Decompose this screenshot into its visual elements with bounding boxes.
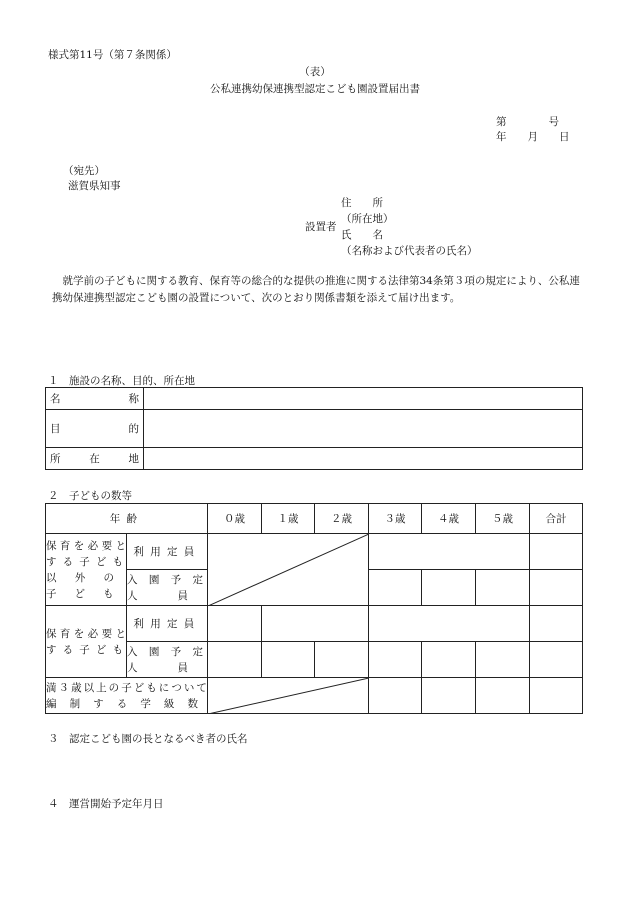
group-b-enroll-line2: 人 員 [127, 661, 228, 674]
group-a-enroll-line1: 入 園 予 定 [127, 573, 207, 586]
page-title: 公私連携幼保連携型認定こども園設置届出書 [210, 83, 420, 95]
header-row [46, 504, 583, 534]
class-count-age4 [422, 678, 476, 714]
section3-heading: ３ 認定こども園の長となるべき者の氏名 [48, 733, 248, 745]
facility-location-value [144, 448, 583, 470]
class-count-line1: 満 ３ 歳 以 上 の 子 ど も に つ い て [46, 681, 207, 694]
col-age-0: ０歳 [208, 504, 262, 534]
group-b-enroll-label [127, 642, 228, 678]
class-count-age3 [369, 678, 422, 714]
applicant-setter-label: 設置者 [305, 221, 337, 233]
group-b-capacity-total [530, 606, 583, 642]
group-b-label [46, 606, 127, 678]
group-b-enroll-total [530, 642, 583, 678]
group-a-line3: 以 外 の [46, 571, 126, 584]
section2-heading: ２ 子どもの数等 [48, 490, 132, 502]
group-b-enroll-age3 [369, 642, 422, 678]
facility-table [45, 387, 583, 470]
body-text: 就学前の子どもに関する教育、保育等の総合的な提供の推進に関する法律第34条第３項の規定により、公私連携幼保連携型認定こども園の設置について、次のとおり関係書類を添えて届け出ます。 [52, 275, 580, 304]
group-a-capacity-3to5 [369, 534, 530, 570]
class-count-under3-na [208, 678, 369, 714]
group-b-enroll-age1 [262, 642, 315, 678]
col-age-1: １歳 [262, 504, 315, 534]
group-a-enroll-total [530, 570, 583, 606]
group-a-under3-na [208, 534, 369, 606]
children-table [45, 503, 583, 714]
group-b-capacity-3to5 [369, 606, 530, 642]
group-b-enroll-age4 [422, 642, 476, 678]
group-a-enroll-age5 [476, 570, 530, 606]
group-a-line2: す る 子 ど も [46, 555, 126, 568]
form-number: 様式第11号（第７条関係） [48, 49, 177, 61]
diagonal-line-class [208, 678, 369, 714]
diagonal-line-a [208, 534, 369, 606]
group-b-enroll-age5 [476, 642, 530, 678]
group-b-capacity-label: 利用定員 [127, 606, 208, 642]
addressee-label: （宛先） [63, 165, 105, 177]
group-b-enroll-age2 [315, 642, 369, 678]
class-count-line2: 編 制 す る 学 級 数 [46, 697, 207, 710]
facility-purpose-label: 目 的 [46, 410, 144, 448]
class-count-label [46, 678, 208, 714]
facility-name-value [144, 388, 583, 410]
group-b-capacity-age0 [208, 606, 262, 642]
col-age-2: ２歳 [315, 504, 369, 534]
number-field: 第 号 [496, 116, 559, 128]
section4-heading: ４ 運営開始予定年月日 [48, 798, 164, 810]
applicant-address-note: （所在地） [341, 213, 394, 225]
group-a-line1: 保 育 を 必 要 と [46, 539, 126, 552]
applicant-address-label: 住 所 [341, 197, 383, 209]
group-a-line4: 子 ど も [46, 587, 132, 600]
date-field: 年 月 日 [496, 131, 570, 143]
group-a-label [46, 534, 132, 606]
class-count-age5 [476, 678, 530, 714]
age-header: 年齢 [46, 504, 208, 534]
side-label: （表） [299, 66, 331, 78]
class-count-total [530, 678, 583, 714]
group-a-enroll-line2: 人 員 [127, 589, 228, 602]
col-age-5: ５歳 [476, 504, 530, 534]
applicant-name-note: （名称および代表者の氏名） [341, 245, 478, 257]
facility-purpose-value [144, 410, 583, 448]
group-a-enroll-age3 [369, 570, 422, 606]
group-b-line2: す る 子 ど も [46, 643, 126, 656]
group-a-enroll-age4 [422, 570, 476, 606]
group-a-capacity-total [530, 534, 583, 570]
col-total: 合計 [530, 504, 583, 534]
group-a-enroll-label [127, 570, 228, 606]
applicant-name-label: 氏 名 [341, 229, 383, 241]
facility-name-label: 名 称 [46, 388, 144, 410]
col-age-4: ４歳 [422, 504, 476, 534]
col-age-3: ３歳 [369, 504, 422, 534]
addressee-name: 滋賀県知事 [68, 180, 121, 192]
group-b-line1: 保 育 を 必 要 と [46, 627, 126, 640]
facility-location-label: 所 在 地 [46, 448, 144, 470]
group-b-enroll-line1: 入 園 予 定 [127, 645, 207, 658]
group-a-capacity-label: 利用定員 [127, 534, 208, 570]
section1-heading: １ 施設の名称、目的、所在地 [48, 375, 195, 387]
group-b-capacity-age1-2 [262, 606, 369, 642]
